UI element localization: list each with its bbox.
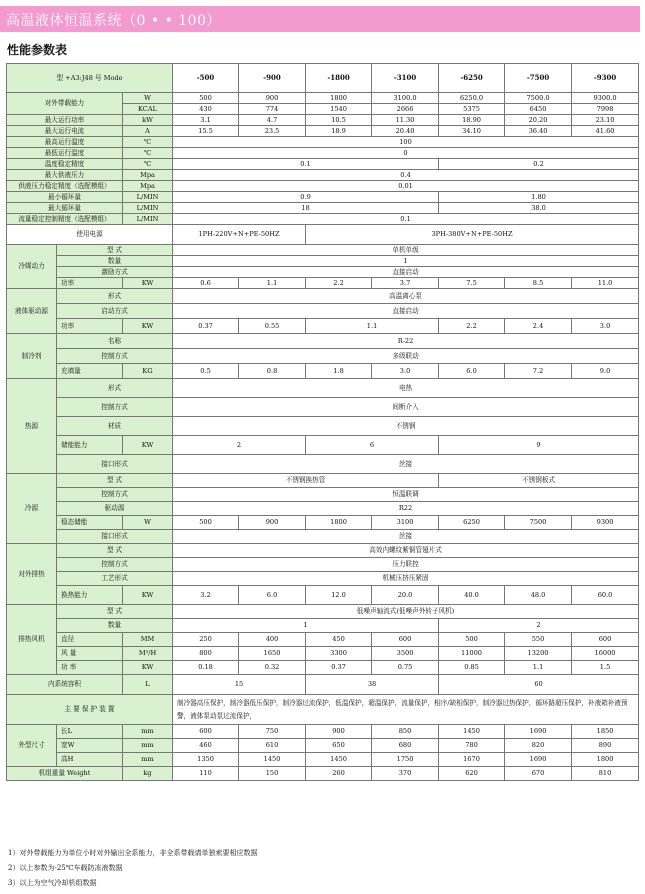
value-cell: 不锈钢板式 <box>439 474 639 488</box>
unit-cell: L/MIN <box>123 214 173 225</box>
table-row <box>7 349 639 364</box>
value-cell: 1690 <box>505 753 572 767</box>
table-row <box>7 675 639 695</box>
value-cell: 2666 <box>372 104 439 115</box>
table-row <box>7 417 639 436</box>
value-cell: 680 <box>372 739 439 753</box>
value-cell: 1850 <box>572 725 639 739</box>
value-cell: 40.0 <box>439 586 505 605</box>
value-cell: 0.5 <box>173 364 239 379</box>
value-cell: 20.0 <box>372 586 439 605</box>
value-cell: 23.5 <box>239 126 306 137</box>
row-label: 接口形式 <box>57 455 173 474</box>
table-row <box>7 572 639 586</box>
value-cell: 810 <box>572 767 639 781</box>
table-row <box>7 304 639 319</box>
value-cell: 890 <box>572 739 639 753</box>
value-cell: 850 <box>372 725 439 739</box>
value-cell: R22 <box>173 502 639 516</box>
value-cell: 0.55 <box>239 319 306 334</box>
row-label: 主 要 保 护 装 置 <box>7 695 173 725</box>
value-cell: 0.85 <box>439 661 505 675</box>
value-cell: 370 <box>372 767 439 781</box>
value-cell: 610 <box>239 739 306 753</box>
protection-text: 制冷器高压保护，制冷器低压保护，制冷器过流保护，低温保护，超温保护，流量保护，相序/缺相保护，制冷器过热保护，循环路超压保护，补液箱补液预警，液体泵动泵过流保护， <box>173 695 639 725</box>
table-row <box>7 530 639 544</box>
value-cell: 恒温联调 <box>173 488 639 502</box>
table-row <box>7 455 639 474</box>
group-label: 外型尺寸 <box>7 725 57 767</box>
value-cell: 0.8 <box>239 364 306 379</box>
row-label: 充填量 <box>57 364 123 379</box>
value-cell: 1540 <box>306 104 372 115</box>
row-label: 稳态储能 <box>57 516 123 530</box>
value-cell: 0.18 <box>173 661 239 675</box>
value-cell: 12.0 <box>306 586 372 605</box>
value-cell: 压力联控 <box>173 558 639 572</box>
value-cell: 高效内螺纹紫铜管翅片式 <box>173 544 639 558</box>
row-label: 最大运行电流 <box>7 126 123 137</box>
value-cell: 550 <box>505 633 572 647</box>
value-cell: 23.10 <box>572 115 639 126</box>
group-label: 冷源 <box>7 474 57 544</box>
unit-cell: KW <box>123 586 173 605</box>
row-label: 型 式 <box>57 605 173 619</box>
unit-cell: W <box>123 93 173 104</box>
value-cell: 0.01 <box>173 181 639 192</box>
row-label: 最大运行功率 <box>7 115 123 126</box>
table-row <box>7 334 639 349</box>
table-row <box>7 725 639 739</box>
table-row <box>7 647 639 661</box>
value-cell: 900 <box>239 93 306 104</box>
value-cell: 直接启动 <box>173 304 639 319</box>
value-cell: 34.10 <box>439 126 505 137</box>
table-row <box>7 148 639 159</box>
footnote: 1）对外带载能力为单位小时对外输出全系能力，非全系带载请单独索要相应数据 <box>8 849 258 857</box>
row-label: 最低运行温度 <box>7 148 123 159</box>
value-cell: 机械压挤压紧固 <box>173 572 639 586</box>
value-cell: 9300.0 <box>572 93 639 104</box>
value-cell: 110 <box>173 767 239 781</box>
unit-cell: KW <box>123 278 173 289</box>
table-row <box>7 379 639 398</box>
table-row <box>7 319 639 334</box>
value-cell: 0.1 <box>173 214 639 225</box>
row-label: 形式 <box>57 289 173 304</box>
model-cell: -3100 <box>372 64 439 93</box>
unit-cell: L <box>123 675 173 695</box>
value-cell: 2 <box>439 619 639 633</box>
value-cell: 2.2 <box>306 278 372 289</box>
unit-cell: ℃ <box>123 148 173 159</box>
table-subtitle: 性能参数表 <box>7 43 68 57</box>
table-row <box>7 245 639 256</box>
model-cell: -7500 <box>505 64 572 93</box>
model-label: 型 +A3:J48 号 Mode <box>7 64 173 93</box>
row-label: 流量稳定控制精度（选配模组） <box>7 214 123 225</box>
value-cell: 0.75 <box>372 661 439 675</box>
value-cell: 间断介入 <box>173 398 639 417</box>
table-row <box>7 170 639 181</box>
row-label: 控制方式 <box>57 398 173 417</box>
table-row <box>7 289 639 304</box>
row-label: 型 式 <box>57 544 173 558</box>
unit-cell: KW <box>123 661 173 675</box>
value-cell: 1800 <box>306 516 372 530</box>
value-cell: 36.40 <box>505 126 572 137</box>
value-cell: 150 <box>239 767 306 781</box>
value-cell: 0 <box>173 148 639 159</box>
value-cell: 3.2 <box>173 586 239 605</box>
model-cell: -9300 <box>572 64 639 93</box>
row-label: 宽W <box>57 739 123 753</box>
unit-cell: KG <box>123 364 173 379</box>
value-cell: 不锈钢换热管 <box>173 474 439 488</box>
unit-cell: mm <box>123 739 173 753</box>
row-label: 高H <box>57 753 123 767</box>
value-cell: 7.5 <box>439 278 505 289</box>
value-cell: 9 <box>439 436 639 455</box>
value-cell: 6250 <box>439 516 505 530</box>
value-cell: 48.0 <box>505 586 572 605</box>
model-cell: -500 <box>173 64 239 93</box>
value-cell: 3100.0 <box>372 93 439 104</box>
value-cell: 0.32 <box>239 661 306 675</box>
row-label: 供液压力稳定精度（选配模组） <box>7 181 123 192</box>
row-label: 型 式 <box>57 245 173 256</box>
table-row <box>7 137 639 148</box>
value-cell: 丝接 <box>173 530 639 544</box>
model-cell: -900 <box>239 64 306 93</box>
value-cell: 1.5 <box>572 661 639 675</box>
value-cell: R-22 <box>173 334 639 349</box>
value-cell: 600 <box>372 633 439 647</box>
row-label: 控制方式 <box>57 488 173 502</box>
row-label: 激励方式 <box>57 267 173 278</box>
value-cell: 3100 <box>372 516 439 530</box>
table-row <box>7 753 639 767</box>
value-cell: 3500 <box>372 647 439 661</box>
value-cell: 38.0 <box>439 203 639 214</box>
value-cell: 3.1 <box>173 115 239 126</box>
value-cell: 7.2 <box>505 364 572 379</box>
value-cell: 2 <box>173 436 306 455</box>
row-label: 风 量 <box>57 647 123 661</box>
row-label: 功 率 <box>57 661 123 675</box>
row-label: 最小循环量 <box>7 192 123 203</box>
row-label: 温度稳定精度 <box>7 159 123 170</box>
value-cell: 15.5 <box>173 126 239 137</box>
unit-cell: ℃ <box>123 137 173 148</box>
value-cell: 0.2 <box>439 159 639 170</box>
value-cell: 60 <box>439 675 639 695</box>
unit-cell: KCAL <box>123 104 173 115</box>
value-cell: 3.0 <box>372 364 439 379</box>
title-banner <box>0 6 640 32</box>
row-label: 最高运行温度 <box>7 137 123 148</box>
value-cell: 1690 <box>505 725 572 739</box>
table-row <box>7 115 639 126</box>
group-label: 液体驱动源 <box>7 289 57 334</box>
value-cell: 1800 <box>306 93 372 104</box>
table-row <box>7 558 639 572</box>
row-label: 最大供液压力 <box>7 170 123 181</box>
table-row <box>7 93 639 104</box>
value-cell: 直接启动 <box>173 267 639 278</box>
value-cell: 6.0 <box>439 364 505 379</box>
value-cell: 18 <box>173 203 439 214</box>
table-row <box>7 159 639 170</box>
value-cell: 800 <box>173 647 239 661</box>
table-row <box>7 203 639 214</box>
value-cell: 0.9 <box>173 192 439 203</box>
value-cell: 丝接 <box>173 455 639 474</box>
value-cell: 3PH-380V+N+PE-50HZ <box>306 225 639 245</box>
value-cell: 11000 <box>439 647 505 661</box>
unit-cell: M³/H <box>123 647 173 661</box>
value-cell: 16000 <box>572 647 639 661</box>
footnote: 2）以上参数为-25℃车载防冻液数据 <box>8 864 123 872</box>
table-row <box>7 192 639 203</box>
row-label: 长L <box>57 725 123 739</box>
row-label: 名称 <box>57 334 173 349</box>
table-row <box>7 739 639 753</box>
row-label: 直径 <box>57 633 123 647</box>
unit-cell: A <box>123 126 173 137</box>
unit-cell: L/MIN <box>123 192 173 203</box>
unit-cell: ℃ <box>123 159 173 170</box>
row-label: 使用电源 <box>7 225 173 245</box>
row-label: 储能能力 <box>57 436 123 455</box>
page-title: 高温液体恒温系统（0 • • 100） <box>6 13 221 29</box>
value-cell: 2.2 <box>439 319 505 334</box>
value-cell: 260 <box>306 767 372 781</box>
value-cell: 1.1 <box>505 661 572 675</box>
value-cell: 60.0 <box>572 586 639 605</box>
table-row <box>7 364 639 379</box>
value-cell: 400 <box>239 633 306 647</box>
value-cell: 250 <box>173 633 239 647</box>
value-cell: 1.80 <box>439 192 639 203</box>
table-row <box>7 586 639 605</box>
value-cell: 6250.0 <box>439 93 505 104</box>
table-header-row <box>7 64 639 93</box>
group-label: 制冷剂 <box>7 334 57 379</box>
unit-cell: Mpa <box>123 170 173 181</box>
value-cell: 774 <box>239 104 306 115</box>
value-cell: 11.30 <box>372 115 439 126</box>
value-cell: 0.4 <box>173 170 639 181</box>
value-cell: 2.4 <box>505 319 572 334</box>
model-cell: -6250 <box>439 64 505 93</box>
table-row <box>7 516 639 530</box>
table-row <box>7 605 639 619</box>
unit-cell: kg <box>123 767 173 781</box>
value-cell: 15 <box>173 675 306 695</box>
model-cell: -1800 <box>306 64 372 93</box>
value-cell: 高温离心泵 <box>173 289 639 304</box>
unit-cell: W <box>123 516 173 530</box>
value-cell: 1450 <box>239 753 306 767</box>
value-cell: 100 <box>173 137 639 148</box>
value-cell: 13200 <box>505 647 572 661</box>
row-label: 数量 <box>57 256 173 267</box>
value-cell: 600 <box>572 633 639 647</box>
value-cell: 9.0 <box>572 364 639 379</box>
value-cell: 1.1 <box>239 278 306 289</box>
unit-cell: L/MIN <box>123 203 173 214</box>
row-label: 驱动源 <box>57 502 173 516</box>
footnote: 3）以上为空气冷却机组数据 <box>8 879 97 887</box>
value-cell: 单机单级 <box>173 245 639 256</box>
value-cell: 20.20 <box>505 115 572 126</box>
row-label: 材质 <box>57 417 173 436</box>
value-cell: 低噪声轴流式(低噪声外转子风机) <box>173 605 639 619</box>
table-row <box>7 181 639 192</box>
value-cell: 620 <box>439 767 505 781</box>
group-label: 对外排热 <box>7 544 57 605</box>
value-cell: 6.0 <box>239 586 306 605</box>
value-cell: 18.90 <box>439 115 505 126</box>
value-cell: 750 <box>239 725 306 739</box>
table-row <box>7 214 639 225</box>
value-cell: 820 <box>505 739 572 753</box>
value-cell: 1 <box>173 619 439 633</box>
row-label: 功率 <box>57 278 123 289</box>
footnotes <box>8 846 257 891</box>
table-row <box>7 126 639 137</box>
table-row <box>7 661 639 675</box>
value-cell: 0.6 <box>173 278 239 289</box>
table-row <box>7 267 639 278</box>
row-label: 工艺形式 <box>57 572 173 586</box>
table-row <box>7 619 639 633</box>
value-cell: 1350 <box>173 753 239 767</box>
value-cell: 7998 <box>572 104 639 115</box>
value-cell: 7500 <box>505 516 572 530</box>
value-cell: 3300 <box>306 647 372 661</box>
value-cell: 1450 <box>306 753 372 767</box>
value-cell: 430 <box>173 104 239 115</box>
unit-cell: kW <box>123 115 173 126</box>
row-label: 对外带载能力 <box>7 93 123 115</box>
value-cell: 5375 <box>439 104 505 115</box>
value-cell: 不锈钢 <box>173 417 639 436</box>
value-cell: 1670 <box>439 753 505 767</box>
value-cell: 6450 <box>505 104 572 115</box>
row-label: 换热能力 <box>57 586 123 605</box>
row-label: 形式 <box>57 379 173 398</box>
value-cell: 460 <box>173 739 239 753</box>
table-row <box>7 633 639 647</box>
row-label: 接口形式 <box>57 530 173 544</box>
value-cell: 3.7 <box>372 278 439 289</box>
value-cell: 1750 <box>372 753 439 767</box>
table-row <box>7 695 639 725</box>
value-cell: 500 <box>173 516 239 530</box>
group-label: 热源 <box>7 379 57 474</box>
row-label: 控制方式 <box>57 558 173 572</box>
unit-cell: mm <box>123 725 173 739</box>
value-cell: 450 <box>306 633 372 647</box>
unit-cell: mm <box>123 753 173 767</box>
value-cell: 600 <box>173 725 239 739</box>
value-cell: 1 <box>173 256 639 267</box>
row-label: 数量 <box>57 619 173 633</box>
value-cell: 18.9 <box>306 126 372 137</box>
value-cell: 0.1 <box>173 159 439 170</box>
table-row <box>7 225 639 245</box>
value-cell: 500 <box>439 633 505 647</box>
value-cell: 11.0 <box>572 278 639 289</box>
table-row <box>7 278 639 289</box>
value-cell: 1.1 <box>306 319 439 334</box>
value-cell: 9300 <box>572 516 639 530</box>
row-label: 机组重量 Weight <box>7 767 123 781</box>
unit-cell: KW <box>123 436 173 455</box>
value-cell: 20.40 <box>372 126 439 137</box>
value-cell: 900 <box>306 725 372 739</box>
value-cell: 500 <box>173 93 239 104</box>
table-row <box>7 767 639 781</box>
value-cell: 670 <box>505 767 572 781</box>
table-row <box>7 398 639 417</box>
row-label: 最大循环量 <box>7 203 123 214</box>
value-cell: 780 <box>439 739 505 753</box>
value-cell: 7500.0 <box>505 93 572 104</box>
spec-table <box>6 63 639 781</box>
table-row <box>7 488 639 502</box>
unit-cell: KW <box>123 319 173 334</box>
value-cell: 3.0 <box>572 319 639 334</box>
value-cell: 41.60 <box>572 126 639 137</box>
row-label: 内系统容积 <box>7 675 123 695</box>
unit-cell: Mpa <box>123 181 173 192</box>
table-row <box>7 256 639 267</box>
value-cell: 8.5 <box>505 278 572 289</box>
value-cell: 1450 <box>439 725 505 739</box>
table-row <box>7 474 639 488</box>
group-label: 冷媒动力 <box>7 245 57 289</box>
table-row <box>7 436 639 455</box>
value-cell: 1800 <box>572 753 639 767</box>
table-row <box>7 502 639 516</box>
row-label: 控制方式 <box>57 349 173 364</box>
group-label: 排热风机 <box>7 605 57 675</box>
value-cell: 4.7 <box>239 115 306 126</box>
value-cell: 多级联动 <box>173 349 639 364</box>
value-cell: 1.8 <box>306 364 372 379</box>
value-cell: 电热 <box>173 379 639 398</box>
value-cell: 900 <box>239 516 306 530</box>
table-row <box>7 544 639 558</box>
unit-cell: MM <box>123 633 173 647</box>
row-label: 启动方式 <box>57 304 173 319</box>
value-cell: 0.37 <box>306 661 372 675</box>
value-cell: 1650 <box>239 647 306 661</box>
value-cell: 10.5 <box>306 115 372 126</box>
value-cell: 38 <box>306 675 439 695</box>
value-cell: 6 <box>306 436 439 455</box>
row-label: 功率 <box>57 319 123 334</box>
row-label: 型 式 <box>57 474 173 488</box>
value-cell: 0.37 <box>173 319 239 334</box>
value-cell: 1PH-220V+N+PE-50HZ <box>173 225 306 245</box>
value-cell: 650 <box>306 739 372 753</box>
